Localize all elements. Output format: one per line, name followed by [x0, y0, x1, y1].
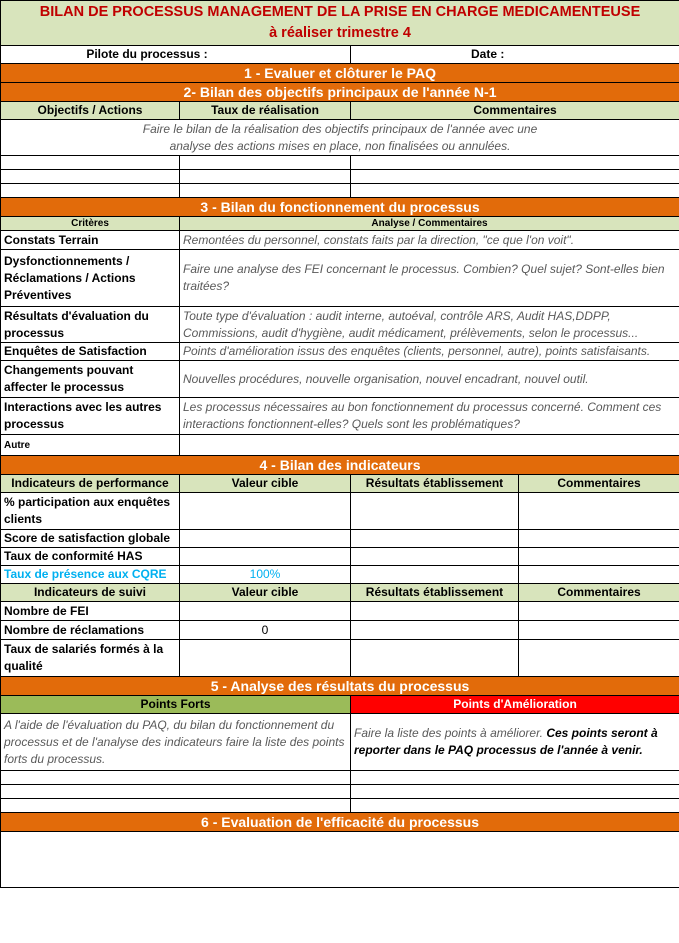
strengths-instruction[interactable]: A l'aide de l'évaluation du PAQ, du bilan du fonctionnement du processus et de l'analyse des indicateurs faire la liste des points forts du processus. [1, 714, 351, 771]
indicator-result[interactable] [351, 602, 519, 621]
col-criteria: Critères [1, 217, 180, 231]
criteria-comment[interactable]: Les processus nécessaires au bon fonctionnement du processus concerné. Comment ces interactions fonctionnent-elles? Quels sont les problématiques? [180, 398, 679, 435]
criteria-label: Dysfonctionnements / Réclamations / Actions Préventives [1, 250, 180, 307]
comment-cell[interactable] [351, 184, 679, 198]
section6-title: 6 - Evaluation de l'efficacité du processus [1, 813, 679, 832]
criteria-label: Autre [1, 435, 180, 456]
comment-cell[interactable] [351, 156, 679, 170]
col-completion-rate: Taux de réalisation [180, 102, 351, 120]
indicator-target[interactable] [180, 548, 351, 566]
objective-cell[interactable] [1, 156, 180, 170]
indicator-comment[interactable] [519, 640, 679, 677]
improvement-cell[interactable] [351, 771, 679, 785]
indicator-comment[interactable] [519, 530, 679, 548]
indicator-label: Taux de salariés formés à la qualité [1, 640, 180, 677]
indicator-label: Taux de conformité HAS [1, 548, 180, 566]
col-comments: Commentaires [351, 102, 679, 120]
form-title-line1: BILAN DE PROCESSUS MANAGEMENT DE LA PRISE EN CHARGE MEDICAMENTEUSE [39, 4, 641, 20]
col-indicator-comments: Commentaires [519, 584, 679, 602]
improvements-bold-text: Ces points seront à reporter dans le PAQ processus de l'année à venir. [354, 726, 658, 757]
indicator-label: Nombre de FEI [1, 602, 180, 621]
objective-cell[interactable] [1, 170, 180, 184]
indicator-result[interactable] [351, 621, 519, 640]
criteria-comment[interactable]: Remontées du personnel, constats faits par la direction, "ce que l'on voit". [180, 231, 679, 250]
indicator-result[interactable] [351, 493, 519, 530]
criteria-label: Changements pouvant affecter le processus [1, 361, 180, 398]
strength-cell[interactable] [1, 785, 351, 799]
indicator-label: Nombre de réclamations [1, 621, 180, 640]
date-field[interactable] [351, 46, 679, 64]
criteria-label: Enquêtes de Satisfaction [1, 343, 180, 361]
improvements-instruction[interactable] [351, 714, 679, 771]
indicator-comment[interactable] [519, 602, 679, 621]
section2-instruction: Faire le bilan de la réalisation des objectifs principaux de l'année avec une analyse des actions mises en place, non finalisées ou annulées. [1, 120, 679, 156]
col-results: Résultats établissement [351, 584, 519, 602]
indicator-result[interactable] [351, 640, 519, 677]
strength-cell[interactable] [1, 771, 351, 785]
col-objectives: Objectifs / Actions [1, 102, 180, 120]
section4-title: 4 - Bilan des indicateurs [1, 456, 679, 475]
col-analysis: Analyse / Commentaires [180, 217, 679, 231]
improvements-header: Points d'Amélioration [351, 696, 679, 714]
indicator-target[interactable] [180, 493, 351, 530]
indicator-label: Taux de présence aux CQRE [1, 566, 180, 584]
criteria-comment[interactable]: Nouvelles procédures, nouvelle organisation, nouvel encadrant, nouvel outil. [180, 361, 679, 398]
indicator-target[interactable]: 0 [180, 621, 351, 640]
indicator-target[interactable] [180, 530, 351, 548]
pilot-label: Pilote du processus : [86, 47, 208, 61]
indicator-target[interactable]: 100% [180, 566, 351, 584]
indicator-comment[interactable] [519, 493, 679, 530]
improvements-plain-text: Faire la liste des points à améliorer. [354, 726, 543, 740]
indicator-comment[interactable] [519, 548, 679, 566]
criteria-label: Constats Terrain [1, 231, 180, 250]
indicator-label: % participation aux enquêtes clients [1, 493, 180, 530]
indicator-comment[interactable] [519, 621, 679, 640]
col-indicator-comments: Commentaires [519, 475, 679, 493]
section2-title: 2- Bilan des objectifs principaux de l'année N-1 [1, 83, 679, 102]
improvement-cell[interactable] [351, 785, 679, 799]
efficiency-evaluation-field[interactable] [1, 832, 679, 888]
improvement-cell[interactable] [351, 799, 679, 813]
objective-cell[interactable] [1, 184, 180, 198]
indicator-comment[interactable] [519, 566, 679, 584]
indicator-label: Score de satisfaction globale [1, 530, 180, 548]
form-title [1, 1, 679, 46]
rate-cell[interactable] [180, 170, 351, 184]
rate-cell[interactable] [180, 184, 351, 198]
date-label: Date : [471, 47, 505, 61]
section3-title: 3 - Bilan du fonctionnement du processus [1, 198, 679, 217]
indicator-result[interactable] [351, 566, 519, 584]
criteria-label: Résultats d'évaluation du processus [1, 307, 180, 343]
indicator-result[interactable] [351, 530, 519, 548]
col-target-value: Valeur cible [180, 475, 351, 493]
criteria-comment[interactable] [180, 435, 679, 456]
strength-cell[interactable] [1, 799, 351, 813]
indicator-target[interactable] [180, 602, 351, 621]
rate-cell[interactable] [180, 156, 351, 170]
col-results: Résultats établissement [351, 475, 519, 493]
criteria-label: Interactions avec les autres processus [1, 398, 180, 435]
form-title-line2: à réaliser trimestre 4 [269, 25, 411, 41]
criteria-comment[interactable]: Points d'amélioration issus des enquêtes (clients, personnel, autre), points satisfaisants. [180, 343, 679, 361]
indicator-target[interactable] [180, 640, 351, 677]
col-tracking-indicators: Indicateurs de suivi [1, 584, 180, 602]
pilot-field[interactable] [1, 46, 351, 64]
criteria-comment[interactable]: Faire une analyse des FEI concernant le processus. Combien? Quel sujet? Sont-elles bien traitées? [180, 250, 679, 307]
indicator-result[interactable] [351, 548, 519, 566]
section5-title: 5 - Analyse des résultats du processus [1, 677, 679, 696]
col-performance-indicators: Indicateurs de performance [1, 475, 180, 493]
criteria-comment[interactable]: Toute type d'évaluation : audit interne, autoéval, contrôle ARS, Audit HAS,DDPP, Commissions, audit d'hygiène, audit médicament, prélèvements, selon le processus... [180, 307, 679, 343]
section1-title: 1 - Evaluer et clôturer le PAQ [1, 64, 679, 83]
col-target-value: Valeur cible [180, 584, 351, 602]
strengths-header: Points Forts [1, 696, 351, 714]
comment-cell[interactable] [351, 170, 679, 184]
